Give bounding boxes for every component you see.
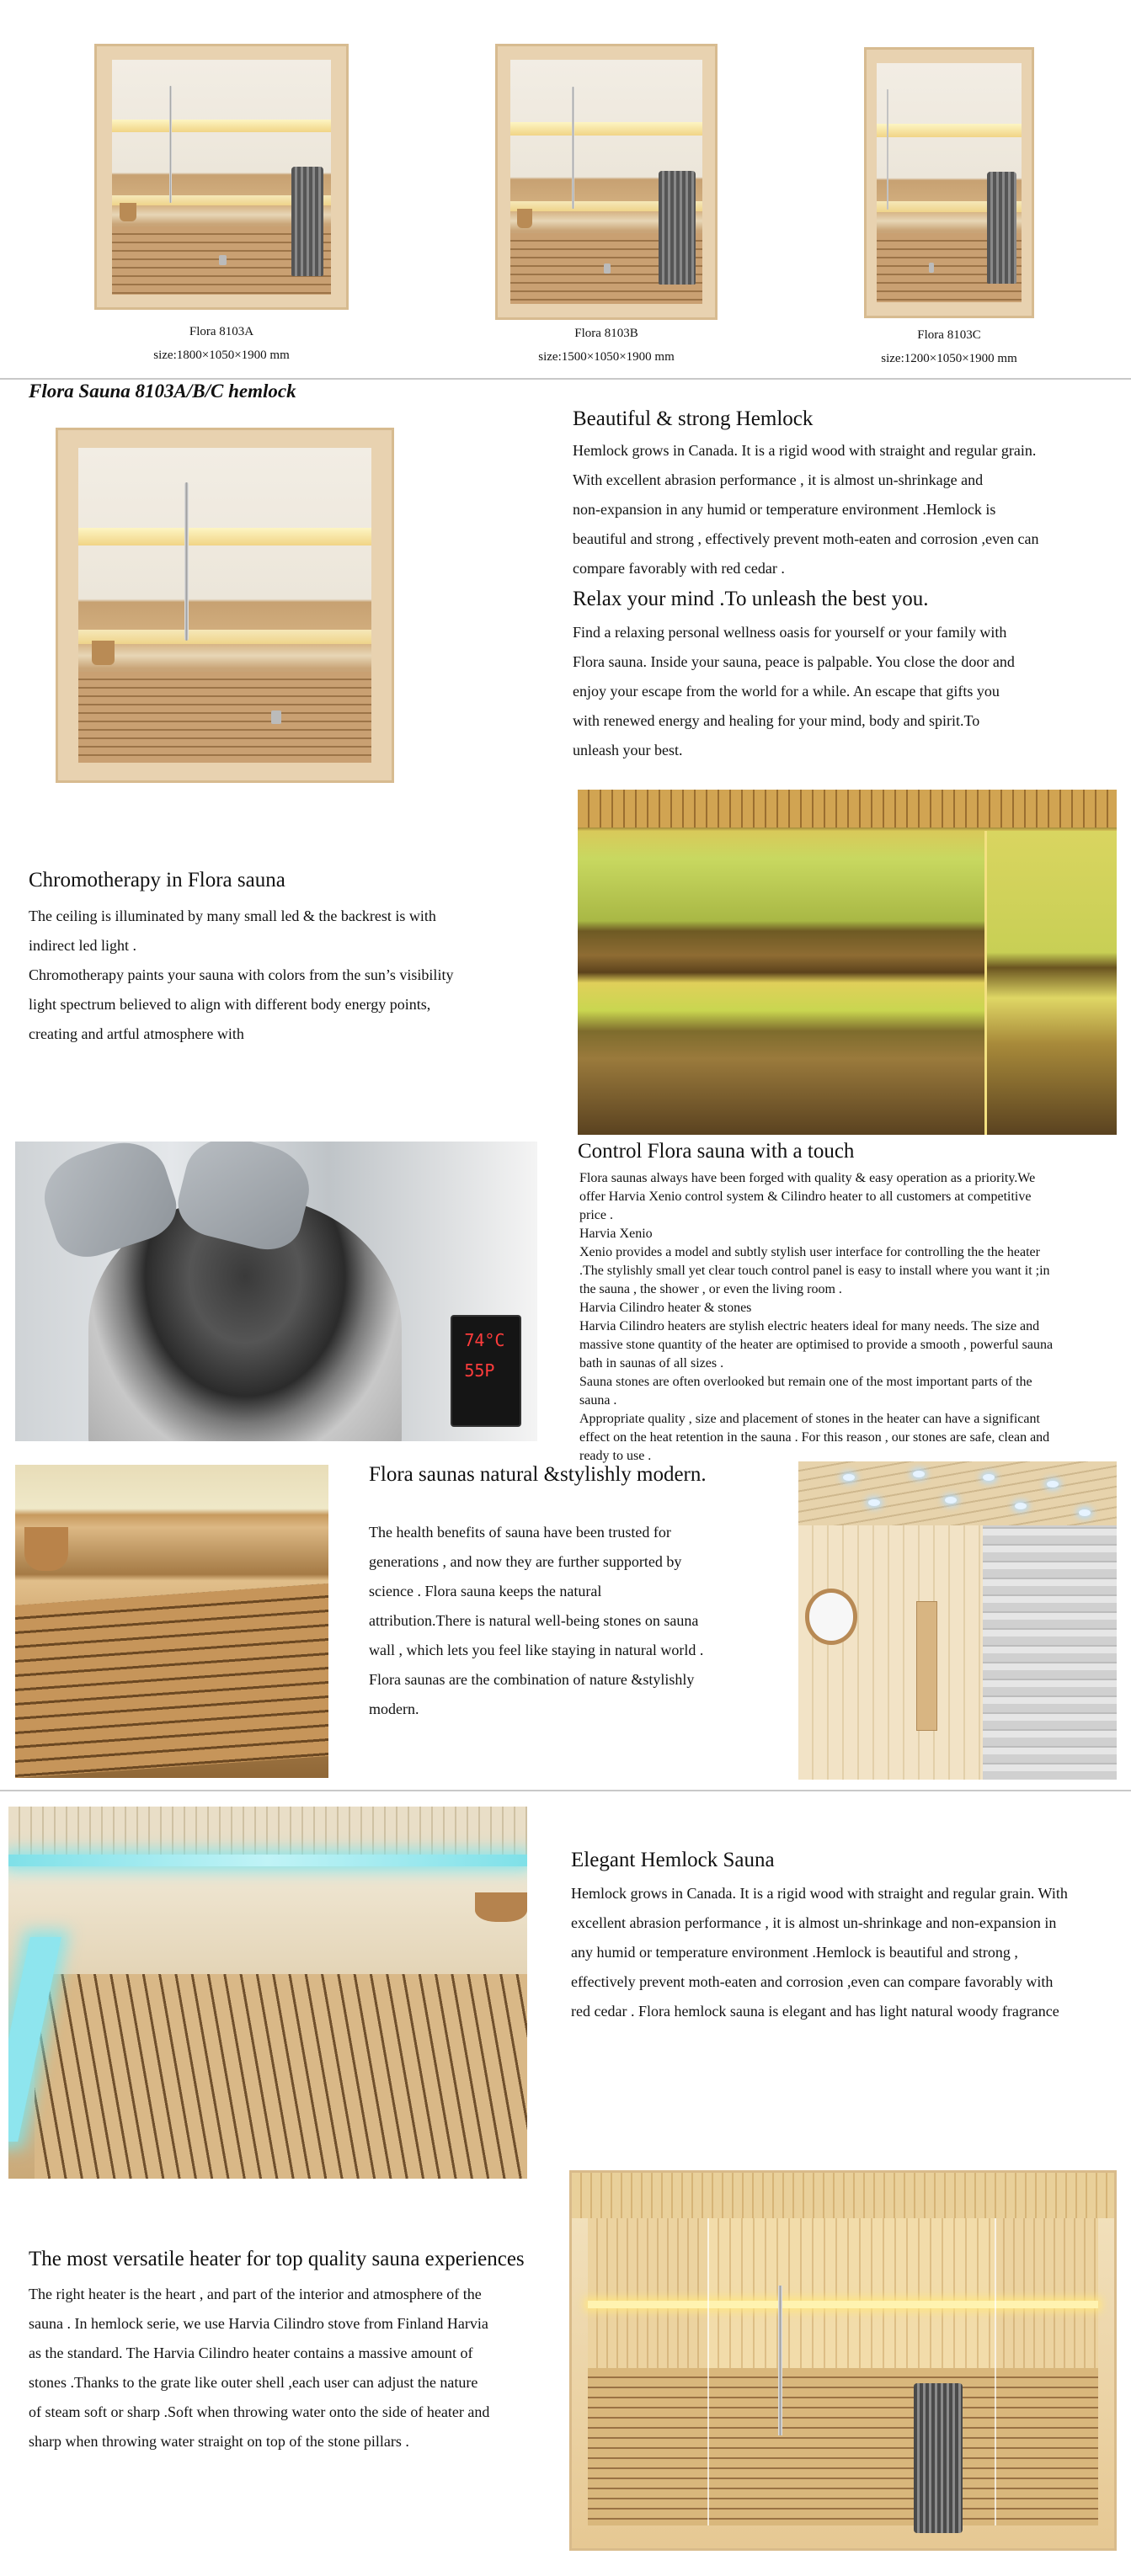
section-heading: Control Flora sauna with a touch	[578, 1140, 855, 1163]
text-line: Hemlock grows in Canada. It is a rigid wood with straight and regular grain.	[573, 442, 1037, 459]
text-line: Harvia Xenio	[579, 1227, 653, 1241]
text-line: indirect led light .	[29, 937, 136, 954]
text-line: The health benefits of sauna have been trusted for	[369, 1524, 671, 1541]
text-line: offer Harvia Xenio control system & Cilindro heater to all customers at competitive	[579, 1190, 1032, 1204]
panel-set: 55P	[464, 1360, 495, 1381]
text-line: modern.	[369, 1700, 419, 1717]
text-line: sharp when throwing water straight on top of the stone pillars .	[29, 2433, 409, 2450]
product-image-8103a	[94, 44, 349, 310]
blue-led-interior-image	[8, 1807, 527, 2179]
text-line: Hemlock grows in Canada. It is a rigid wood with straight and regular grain. With	[571, 1885, 1068, 1902]
text-line: as the standard. The Harvia Cilindro heater contains a massive amount of	[29, 2344, 473, 2361]
product-size: size:1800×1050×1900 mm	[153, 349, 290, 362]
text-line: price .	[579, 1208, 613, 1222]
text-line: bath in saunas of all sizes .	[579, 1356, 724, 1370]
divider	[0, 378, 1131, 380]
text-line: With excellent abrasion performance , it is almost un-shrinkage and	[573, 471, 984, 488]
product-size: size:1500×1050×1900 mm	[538, 350, 675, 364]
corner-sauna-image	[569, 2170, 1117, 2551]
heater-icon	[291, 167, 323, 276]
text-line: ready to use .	[579, 1449, 652, 1463]
thermometer-icon	[916, 1601, 937, 1730]
text-line: red cedar . Flora hemlock sauna is elegant and has light natural woody fragrance	[571, 2003, 1059, 2020]
chromotherapy-image	[578, 790, 1117, 1135]
text-line: the sauna , the shower , or even the living room .	[579, 1282, 842, 1296]
text-line: sauna .	[579, 1393, 617, 1408]
text-line: Flora saunas always have been forged with quality & easy operation as a priority.We	[579, 1171, 1036, 1185]
text-line: attribution.There is natural well-being stones on sauna	[369, 1612, 699, 1629]
text-line: creating and artful atmosphere with	[29, 1025, 244, 1042]
text-line: Harvia Cilindro heater & stones	[579, 1301, 752, 1315]
product-name: Flora 8103B	[574, 327, 638, 340]
product-image-8103b	[495, 44, 718, 320]
text-line: with renewed energy and healing for your mind, body and spirit.To	[573, 712, 980, 729]
main-title: Flora Sauna 8103A/B/C hemlock	[29, 381, 296, 402]
text-line: Find a relaxing personal wellness oasis for yourself or your family with	[573, 624, 1007, 641]
text-line: effectively prevent moth-eaten and corrosion ,even can compare favorably with	[571, 1973, 1054, 1990]
text-line: light spectrum believed to align with different body energy points,	[29, 996, 431, 1013]
text-line: enjoy your escape from the world for a while. An escape that gifts you	[573, 683, 1000, 700]
text-line: unleash your best.	[573, 742, 683, 758]
text-line: of steam soft or sharp .Soft when throwing water onto the side of heater and	[29, 2403, 490, 2420]
section-heading: The most versatile heater for top quality sauna experiences	[29, 2248, 525, 2270]
interior-stone-wall-image	[798, 1461, 1117, 1780]
clock-icon	[805, 1589, 858, 1645]
text-line: compare favorably with red cedar .	[573, 560, 785, 577]
text-line: sauna . In hemlock serie, we use Harvia Cilindro stove from Finland Harvia	[29, 2315, 488, 2332]
text-line: Appropriate quality , size and placement of stones in the heater can have a significant	[579, 1412, 1040, 1426]
text-line: Flora sauna. Inside your sauna, peace is palpable. You close the door and	[573, 653, 1015, 670]
section-heading: Beautiful & strong Hemlock	[573, 407, 814, 430]
text-line: wall , which lets you feel like staying in natural world .	[369, 1642, 704, 1658]
text-line: non-expansion in any humid or temperature environment .Hemlock is	[573, 501, 996, 518]
text-line: Xenio provides a model and subtly stylish user interface for controlling the the heater	[579, 1245, 1040, 1259]
text-line: The right heater is the heart , and part of the interior and atmosphere of the	[29, 2286, 482, 2302]
ladle-icon	[24, 1527, 68, 1571]
text-line: The ceiling is illuminated by many small led & the backrest is with	[29, 907, 436, 924]
text-line: Chromotherapy paints your sauna with colors from the sun’s visibility	[29, 966, 454, 983]
bench-image	[15, 1465, 328, 1778]
text-line: generations , and now they are further supported by	[369, 1553, 682, 1570]
product-name: Flora 8103A	[189, 325, 254, 338]
heater-icon	[914, 2383, 963, 2533]
section-heading: Chromotherapy in Flora sauna	[29, 869, 285, 891]
product-size: size:1200×1050×1900 mm	[881, 352, 1017, 365]
text-line: massive stone quantity of the heater are optimised to provide a smooth , powerful sauna	[579, 1338, 1054, 1352]
control-panel-icon	[451, 1315, 522, 1426]
text-line: any humid or temperature environment .Hemlock is beautiful and strong ,	[571, 1944, 1018, 1961]
text-line: Harvia Cilindro heaters are stylish electric heaters ideal for many needs. The size and	[579, 1319, 1040, 1333]
section-heading: Relax your mind .To unleash the best you.	[573, 588, 929, 610]
text-line: beautiful and strong , effectively prevent moth-eaten and corrosion ,even can	[573, 530, 1039, 547]
sauna-8103a-image	[56, 428, 394, 783]
panel-temp: 74°C	[464, 1329, 505, 1350]
text-line: excellent abrasion performance , it is almost un-shrinkage and non-expansion in	[571, 1914, 1057, 1931]
text-line: stones .Thanks to the grate like outer shell ,each user can adjust the nature	[29, 2374, 478, 2391]
heater-stones-image	[15, 1142, 537, 1441]
text-line: .The stylishly small yet clear touch control panel is easy to install where you want it ;in	[579, 1264, 1050, 1278]
divider	[0, 1790, 1131, 1791]
text-line: Flora saunas are the combination of nature &stylishly	[369, 1671, 695, 1688]
text-line: science . Flora sauna keeps the natural	[369, 1583, 602, 1599]
text-line: effect on the heat retention in the sauna . For this reason , our stones are safe, clean and	[579, 1430, 1050, 1445]
text-line: Sauna stones are often overlooked but remain one of the most important parts of the	[579, 1375, 1032, 1389]
product-image-8103c	[864, 47, 1034, 318]
section-heading: Flora saunas natural &stylishly modern.	[369, 1463, 707, 1486]
section-heading: Elegant Hemlock Sauna	[571, 1849, 775, 1871]
bucket-icon	[475, 1892, 527, 1922]
product-name: Flora 8103C	[917, 328, 981, 342]
